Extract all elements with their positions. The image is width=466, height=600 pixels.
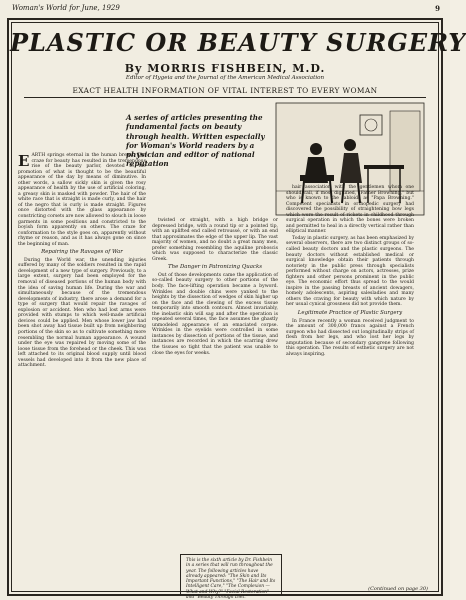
col3-paragraph-1: hair association with the gentlemen whom one should call, if most dignified, "Father Browning," but who is known to the tabloids as "Papa Browning." Competent specialists in orthopedic surgery had discovered the possibility of straightening bow legs which were the result of rickets in childhood through surgical operation in which the bones were broken and permitted to heal in a directly vertical rather than elliptical manner. xyxy=(286,185,414,235)
col3-paragraph-2: Today in plastic surgery, as has been emphasized by several observers, there are two distinct groups of so-called beauty doctors and the plastic surgeons. The beauty doctors without established medical or surgical knowledge obtain their patients through notoriety in the public press through specialists performed without charge on actors, actresses, prize fighters and other persons prominent in the public eye. The economic effort thus spread to the would inspire in the passing breasts of ancient dowagers, homely adolescents, aspiring salesladies and many others the craving for beauty with which nature by her usual cynical grossness did not provide them. xyxy=(286,235,414,308)
col2-paragraph-1: twisted or straight, with a high bridge or depressed bridge, with a round tip or a pointed tip, with an uplifted end called retroussé, or with an end that approximates the edge of the upper lip. The vast majority of women, and no doubt a great many men, prefer something resembling the aquiline proboscis which was supposed to characterize the classic Greek. xyxy=(152,218,278,262)
article-intro: A series of articles presenting the fundamental facts on beauty through health. Written especially for Woman's World readers by a physician and editor of national reputation xyxy=(126,113,265,169)
author-credentials: Editor of Hygeia and the Journal of the American Medical Association xyxy=(125,75,325,81)
byline xyxy=(10,62,440,75)
author-name: By MORRIS FISHBEIN, M.D. xyxy=(124,62,326,75)
article-subtitle: EXACT HEALTH INFORMATION OF VITAL INTEREST TO EVERY WOMAN xyxy=(72,86,378,95)
section-heading-legitimate: Legitimate Practice of Plastic Surgery xyxy=(297,310,403,317)
magazine-issue: Woman's World for June, 1929 xyxy=(12,4,120,12)
article-title: PLASTIC OR BEAUTY SURGERY xyxy=(10,28,466,57)
series-note-box: This is the sixth article by Dr. Fishbein in a series that will run throughout the year. The following articles have already appeared: "The Skin and Its Important Functions," "The Hair and Its Intelligent Care," "The Complexion — What and Why?" "Facial Restoration" and "Beauty Through Diet." xyxy=(180,554,282,596)
page-number: 9 xyxy=(435,4,440,13)
col1-paragraph-2: During the World war, the unending injuries suffered by many of the soldiers resulted in the rapid development of a new type of surgery. Previously, to a large extent, surgery had been employed for the removal of diseased portions of the human body with the idea of saving human life. During the war and simultaneously because of the tremendous developments of industry, there arose a demand for a type of surgery that would repair the ravages of explosion or accident. Men who had lost arms were provided with stumps to which well-made artificial devices could be applied. Men whose lower jaw had been shot away had tissue built up from neighboring portions of the skin so as to cultivate something more resembling the normal human appearance. A wound under the eye was repaired by moving some of the loose tissue from the forehead or the cheek. This was left attached to its original blood supply until blood vessels had developed into it from the new place of attachment. xyxy=(18,257,146,369)
col2-paragraph-2: Out of those developments came the application of so-called beauty surgery to other portions of the body. The face-lifting operation became a byword. Wrinkles and double chins were yanked to the heights by the dissection of wedges of skin higher up on the face and the clewing of the excess tissue temporarily into smooth contours. Almost invariably, the inelastic skin will sag and after the operation is repeated several times, the face assumes the ghastly unmodeled appearance of an emaciated corpse. Wrinkles in the eyelids were controlled in some instances by dissection of portions of the tissue, and instances are recorded in which the scarring drew the tissues so tight that the patient was unable to close the eyes for weeks. xyxy=(152,272,278,356)
column-2 xyxy=(152,218,278,549)
divider xyxy=(24,97,426,98)
col1-paragraph-1: ARTH springs eternal in the human breast. The craze for beauty has resulted in the tremendous rise of the beauty parlor, devoted to the promotion of what is thought to be the beautiful appearance of the day by means of diminutive. In other words, a sallow sickly skin is given the rosy appearance of health by the use of artificial coloring, a greasy skin is masked with powder. The hair of the white race that is straight is made curly, and the hair of the negro that is curly is made straight. Figures once distorted with the glass appearance by constricting corsets are now allowed to slouch in loose garments in some positions and constricted to the boyish form apparently on others. The craze for conformation to the style goes on, apparently without rhyme or reason, and as it has always gone on since the beginning of man. xyxy=(18,153,146,247)
running-header xyxy=(12,4,440,16)
drop-cap: E xyxy=(18,152,30,170)
column-3 xyxy=(286,185,414,587)
continued-notice: (Continued on page 30) xyxy=(368,586,428,592)
col3-paragraph-3: In France recently a woman received judgment to the amount of 300,000 francs against a French surgeon who had dissected out longitudinally strips of flesh from her legs, and who lost her legs by amputation because of secondary gangrene following this operation. The results of esthetic surgery are not always inspiring. xyxy=(286,318,414,357)
section-heading-war: Repairing the Ravages of War xyxy=(41,249,123,256)
section-heading-quacks: The Danger in Patronizing Quacks xyxy=(168,264,262,271)
column-1 xyxy=(18,153,146,587)
